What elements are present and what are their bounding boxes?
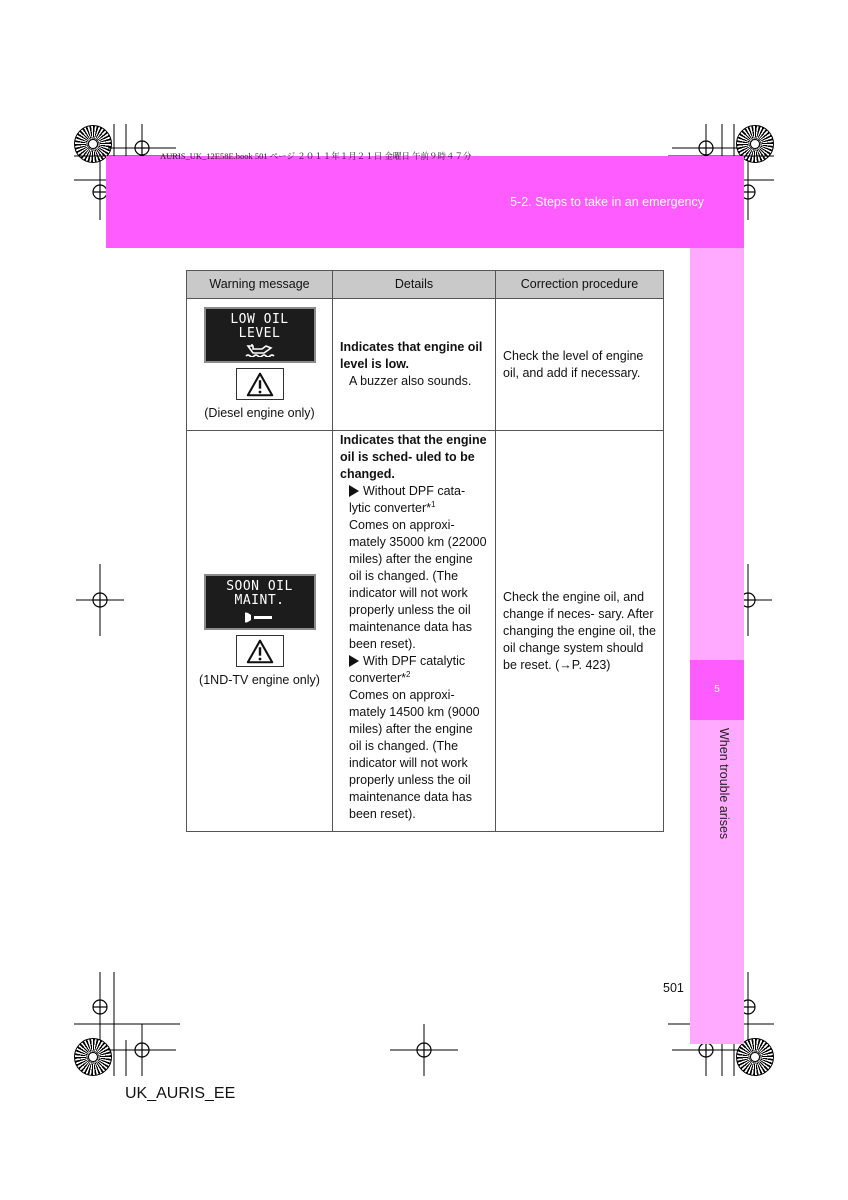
display-line: MAINT. — [234, 592, 285, 608]
table-header-row — [187, 271, 664, 299]
display-line: LOW OIL — [230, 312, 289, 327]
footer-code: UK_AURIS_EE — [125, 1085, 236, 1102]
warning-message-cell — [187, 299, 333, 431]
correction-text: Check the engine oil, and change if neces- sary. After changing the engine oil, the oil change system should be reset. (→P. 423) — [503, 589, 656, 672]
oil-can-icon — [244, 343, 276, 357]
multi-info-display — [204, 307, 316, 363]
warning-caption: (Diesel engine only) — [204, 406, 315, 420]
table-row — [187, 299, 664, 431]
details-text: A buzzer also sounds. — [349, 374, 472, 388]
details-cell — [333, 431, 496, 832]
warning-triangle-icon — [236, 368, 284, 400]
bullet-label: Without DPF cata- lytic converter* — [349, 484, 466, 515]
section-title: 5-2. Steps to take in an emergency — [510, 195, 704, 209]
side-tab-label: When trouble arises — [717, 728, 731, 840]
bullet-item — [340, 483, 488, 517]
side-tab-active-section[interactable] — [690, 660, 744, 720]
table-row — [187, 431, 664, 832]
warning-triangle-icon — [236, 635, 284, 667]
correction-text: Check the level of engine oil, and add if necessary. — [503, 348, 644, 380]
multi-info-display — [204, 574, 316, 630]
correction-cell — [496, 431, 664, 832]
correction-cell — [496, 299, 664, 431]
bullet-label: With DPF catalytic converter* — [349, 654, 466, 685]
print-info-line: AURIS_UK_12E58E.book 501 ページ ２０１１年１月２１日 金曜日 午前９時４７分 — [160, 151, 472, 161]
warning-message-cell — [187, 431, 333, 832]
bullet-triangle-icon — [349, 485, 359, 497]
bullet-item — [340, 653, 488, 687]
details-heading: Indicates that the engine oil is sched- uled to be changed. — [340, 433, 487, 481]
column-header: Details — [333, 271, 496, 299]
display-line: LEVEL — [238, 326, 281, 341]
column-header: Warning message — [187, 271, 333, 299]
footnote-ref: 2 — [405, 669, 411, 679]
footnote-ref: 1 — [430, 499, 436, 509]
display-line: SOON OIL — [226, 578, 293, 594]
header-band — [106, 156, 744, 248]
column-header: Correction procedure — [496, 271, 664, 299]
bullet-triangle-icon — [349, 655, 359, 667]
side-tab — [690, 248, 744, 1044]
side-tab-number: 5 — [714, 684, 720, 695]
details-text: Comes on approxi- mately 14500 km (9000 miles) after the engine oil is changed. (The indicator will not work properly unless the oil maintenance data has been reset). — [349, 688, 480, 821]
warning-message-table — [186, 270, 664, 832]
details-heading: Indicates that engine oil level is low. — [340, 340, 483, 371]
wrench-icon — [245, 610, 275, 624]
details-text: Comes on approxi- mately 35000 km (22000 miles) after the engine oil is changed. (The indicator will not work properly unless the oil maintenance data has been reset). — [349, 518, 487, 651]
page-number: 501 — [663, 981, 684, 995]
warning-caption: (1ND-TV engine only) — [199, 672, 320, 687]
details-cell — [333, 299, 496, 431]
